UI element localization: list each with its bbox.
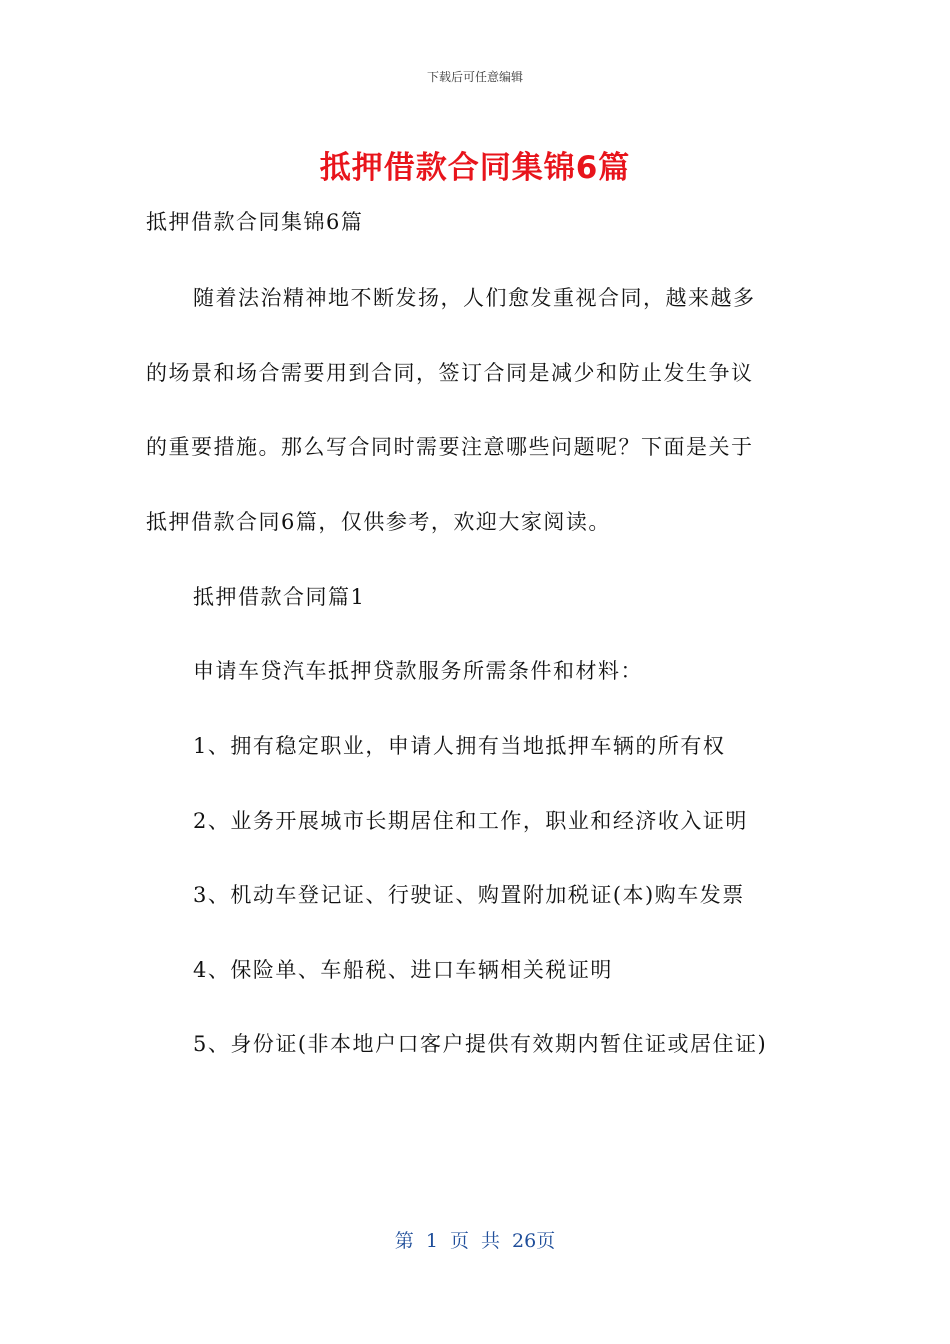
list-item: 1、拥有稳定职业，申请人拥有当地抵押车辆的所有权 (193, 734, 726, 758)
intro-line-4: 抵押借款合同6篇，仅供参考，欢迎大家阅读。 (146, 510, 611, 534)
header-note: 下载后可任意编辑 (426, 70, 523, 84)
list-item: 3、机动车登记证、行驶证、购置附加税证(本)购车发票 (193, 883, 745, 907)
intro-line-3: 的重要措施。那么写合同时需要注意哪些问题呢？下面是关于 (146, 435, 754, 459)
section-heading: 抵押借款合同篇1 (193, 585, 366, 609)
list-item: 5、身份证(非本地户口客户提供有效期内暂住证或居住证) (193, 1032, 768, 1056)
document-subtitle: 抵押借款合同集锦6篇 (146, 210, 364, 234)
intro-line-1: 随着法治精神地不断发扬，人们愈发重视合同，越来越多 (193, 286, 756, 310)
page-number: 第 1 页 共 26页 (394, 1230, 556, 1252)
intro-line-2: 的场景和场合需要用到合同，签订合同是减少和防止发生争议 (146, 361, 754, 385)
document-title: 抵押借款合同集锦6篇 (319, 150, 631, 186)
list-intro: 申请车贷汽车抵押贷款服务所需条件和材料： (193, 659, 643, 683)
list-item: 4、保险单、车船税、进口车辆相关税证明 (193, 958, 613, 982)
list-item: 2、业务开展城市长期居住和工作，职业和经济收入证明 (193, 809, 748, 833)
